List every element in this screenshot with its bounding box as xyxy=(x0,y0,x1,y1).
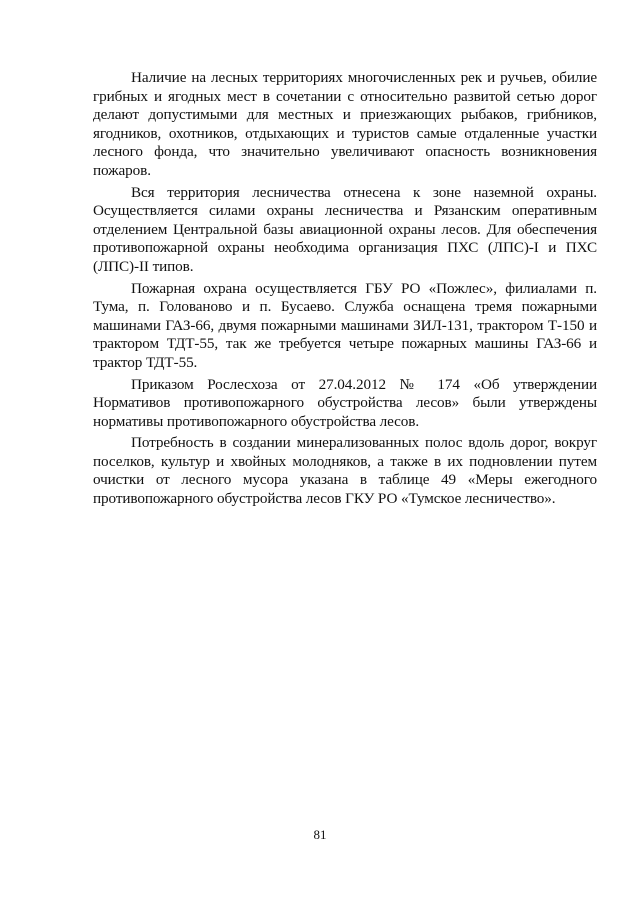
paragraph-ground-protection-zone: Вся территория лесничества отнесена к зоне наземной охраны. Осуществляется силами охраны лесничества и Рязанским оперативным отделением Центральной базы авиационной охраны лесов. Для обеспечения противопожарной охраны необходима организация ПХС (ЛПС)-I и ПХС (ЛПС)-II типов. xyxy=(93,183,597,275)
document-body xyxy=(93,69,597,512)
paragraph-mineralized-strips: Потребность в создании минерализованных полос вдоль дорог, вокруг поселков, культур и хвойных молодняков, а также в их подновлении путем очистки от лесного мусора указана в таблице 49 «Меры ежегодного противопожарного обустройства лесов ГКУ РО «Тумское лесничество». xyxy=(93,434,597,508)
paragraph-recreation-fire-risk: Наличие на лесных территориях многочисленных рек и ручьев, обилие грибных и ягодных мест в сочетании с относительно развитой сетью дорог делают допустимыми для местных и приезжающих рыбаков, грибников, ягодников, охотников, отдыхающих и туристов самые отдаленные участки лесного фонда, что значительно увеличивают опасность возникновения пожаров. xyxy=(93,69,597,179)
paragraph-rosleskhoz-order: Приказом Рослесхоза от 27.04.2012 № 174 «Об утверждении Нормативов противопожарного обустройства лесов» были утверждены нормативы противопожарного обустройства лесов. xyxy=(93,375,597,430)
paragraph-fire-service-equipment: Пожарная охрана осуществляется ГБУ РО «Пожлес», филиалами п. Тума, п. Голованово и п. Бусаево. Служба оснащена тремя пожарными машинами ГАЗ-66, двумя пожарными машинами ЗИЛ-131, трактором Т-150 и трактором ТДТ-55, так же требуется четыре пожарных машины ГАЗ-66 и трактор ТДТ-55. xyxy=(93,279,597,371)
page-number: 81 xyxy=(313,827,327,842)
